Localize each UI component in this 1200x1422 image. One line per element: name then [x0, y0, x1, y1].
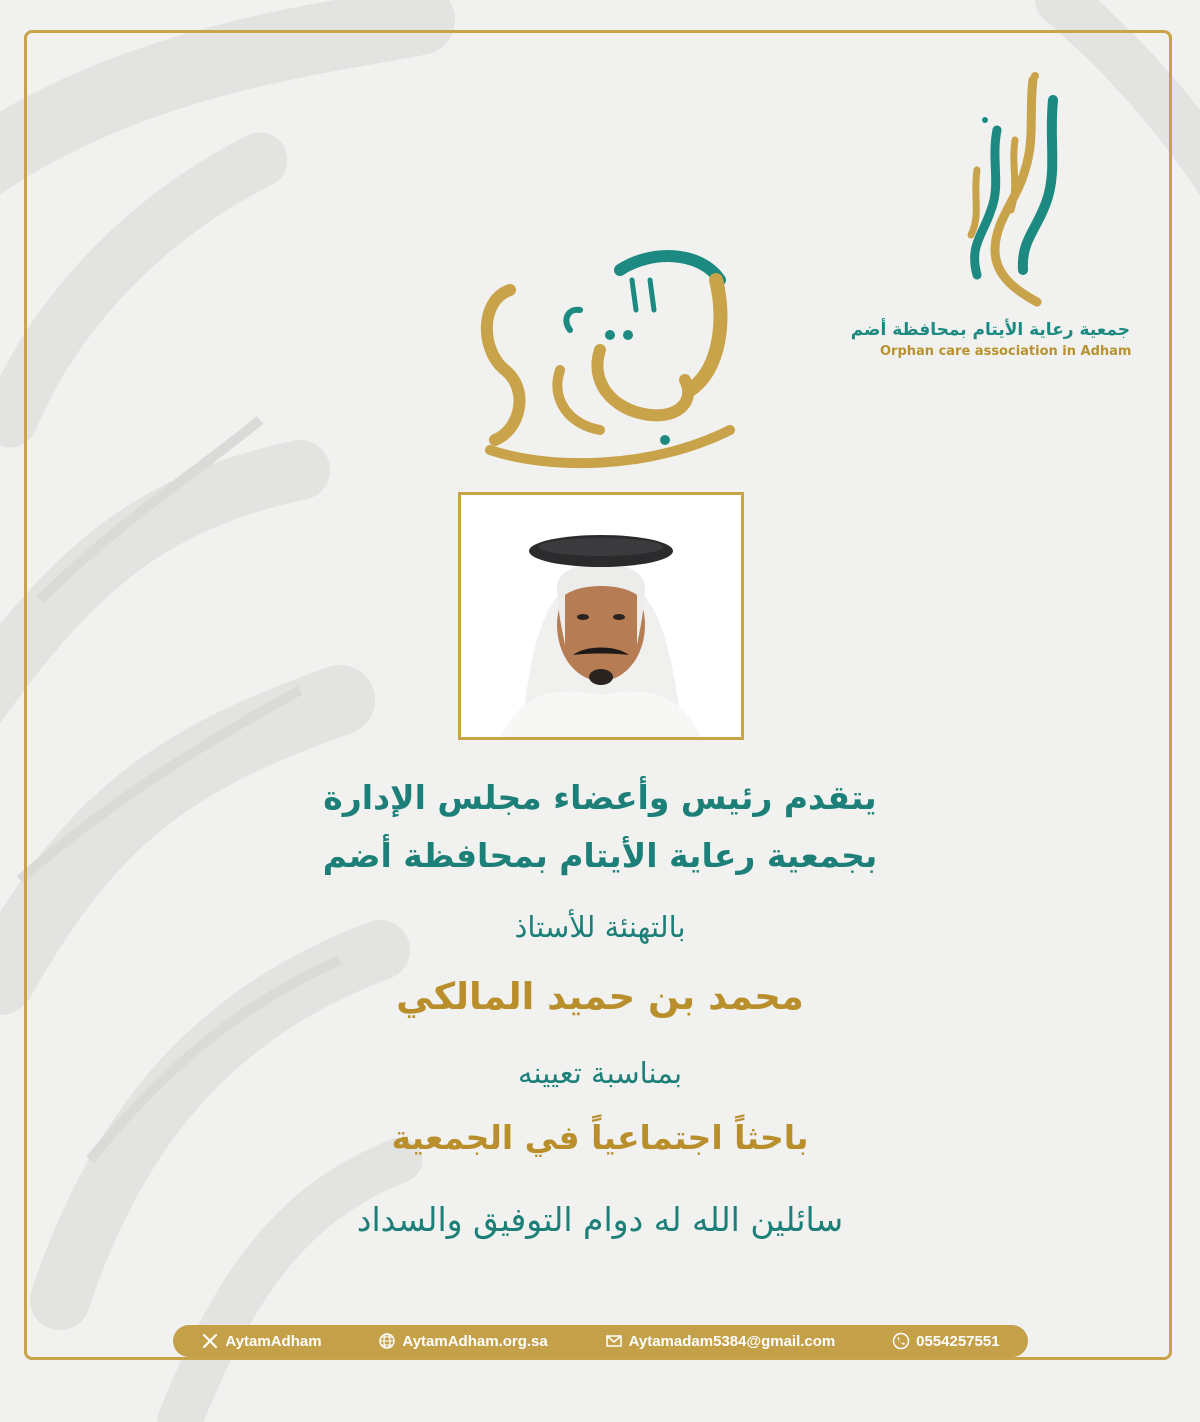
x-icon	[201, 1332, 219, 1350]
website-url: AytamAdham.org.sa	[402, 1332, 548, 1350]
message-line-association: بجمعية رعاية الأيتام بمحافظة أضم	[322, 836, 878, 875]
association-name-english: Orphan care association in Adham	[880, 344, 1132, 359]
portrait-illustration	[461, 495, 741, 737]
contact-footer	[173, 1325, 1028, 1357]
email-address: Aytamadam5384@gmail.com	[628, 1332, 836, 1350]
phone-number: 0554257551	[916, 1332, 1000, 1350]
closing-prayer: سائلين الله له دوام التوفيق والسداد	[356, 1200, 844, 1239]
mail-icon	[605, 1332, 623, 1350]
footer-phone[interactable]	[892, 1332, 999, 1350]
association-name-arabic: جمعية رعاية الأيتام بمحافظة أضم	[850, 320, 1130, 340]
honoree-photo	[458, 492, 744, 740]
footer-email[interactable]	[605, 1332, 836, 1350]
globe-icon	[378, 1332, 396, 1350]
footer-website[interactable]	[378, 1332, 547, 1350]
honoree-name: محمد بن حميد المالكي	[396, 975, 804, 1018]
footer-twitter[interactable]	[201, 1332, 321, 1350]
message-line-occasion: بمناسبة تعيينه	[517, 1056, 683, 1090]
twitter-handle: AytamAdham	[225, 1332, 322, 1350]
message-line-board: يتقدم رئيس وأعضاء مجلس الإدارة	[323, 778, 877, 817]
message-line-congratulation: بالتهنئة للأستاذ	[514, 910, 686, 944]
honoree-position: باحثاً اجتماعياً في الجمعية	[391, 1118, 809, 1157]
tahnia-calligraphy-title	[450, 240, 750, 480]
phone-icon	[892, 1332, 910, 1350]
calligraphy-logo-mark	[925, 70, 1085, 320]
association-logo	[850, 70, 1132, 370]
